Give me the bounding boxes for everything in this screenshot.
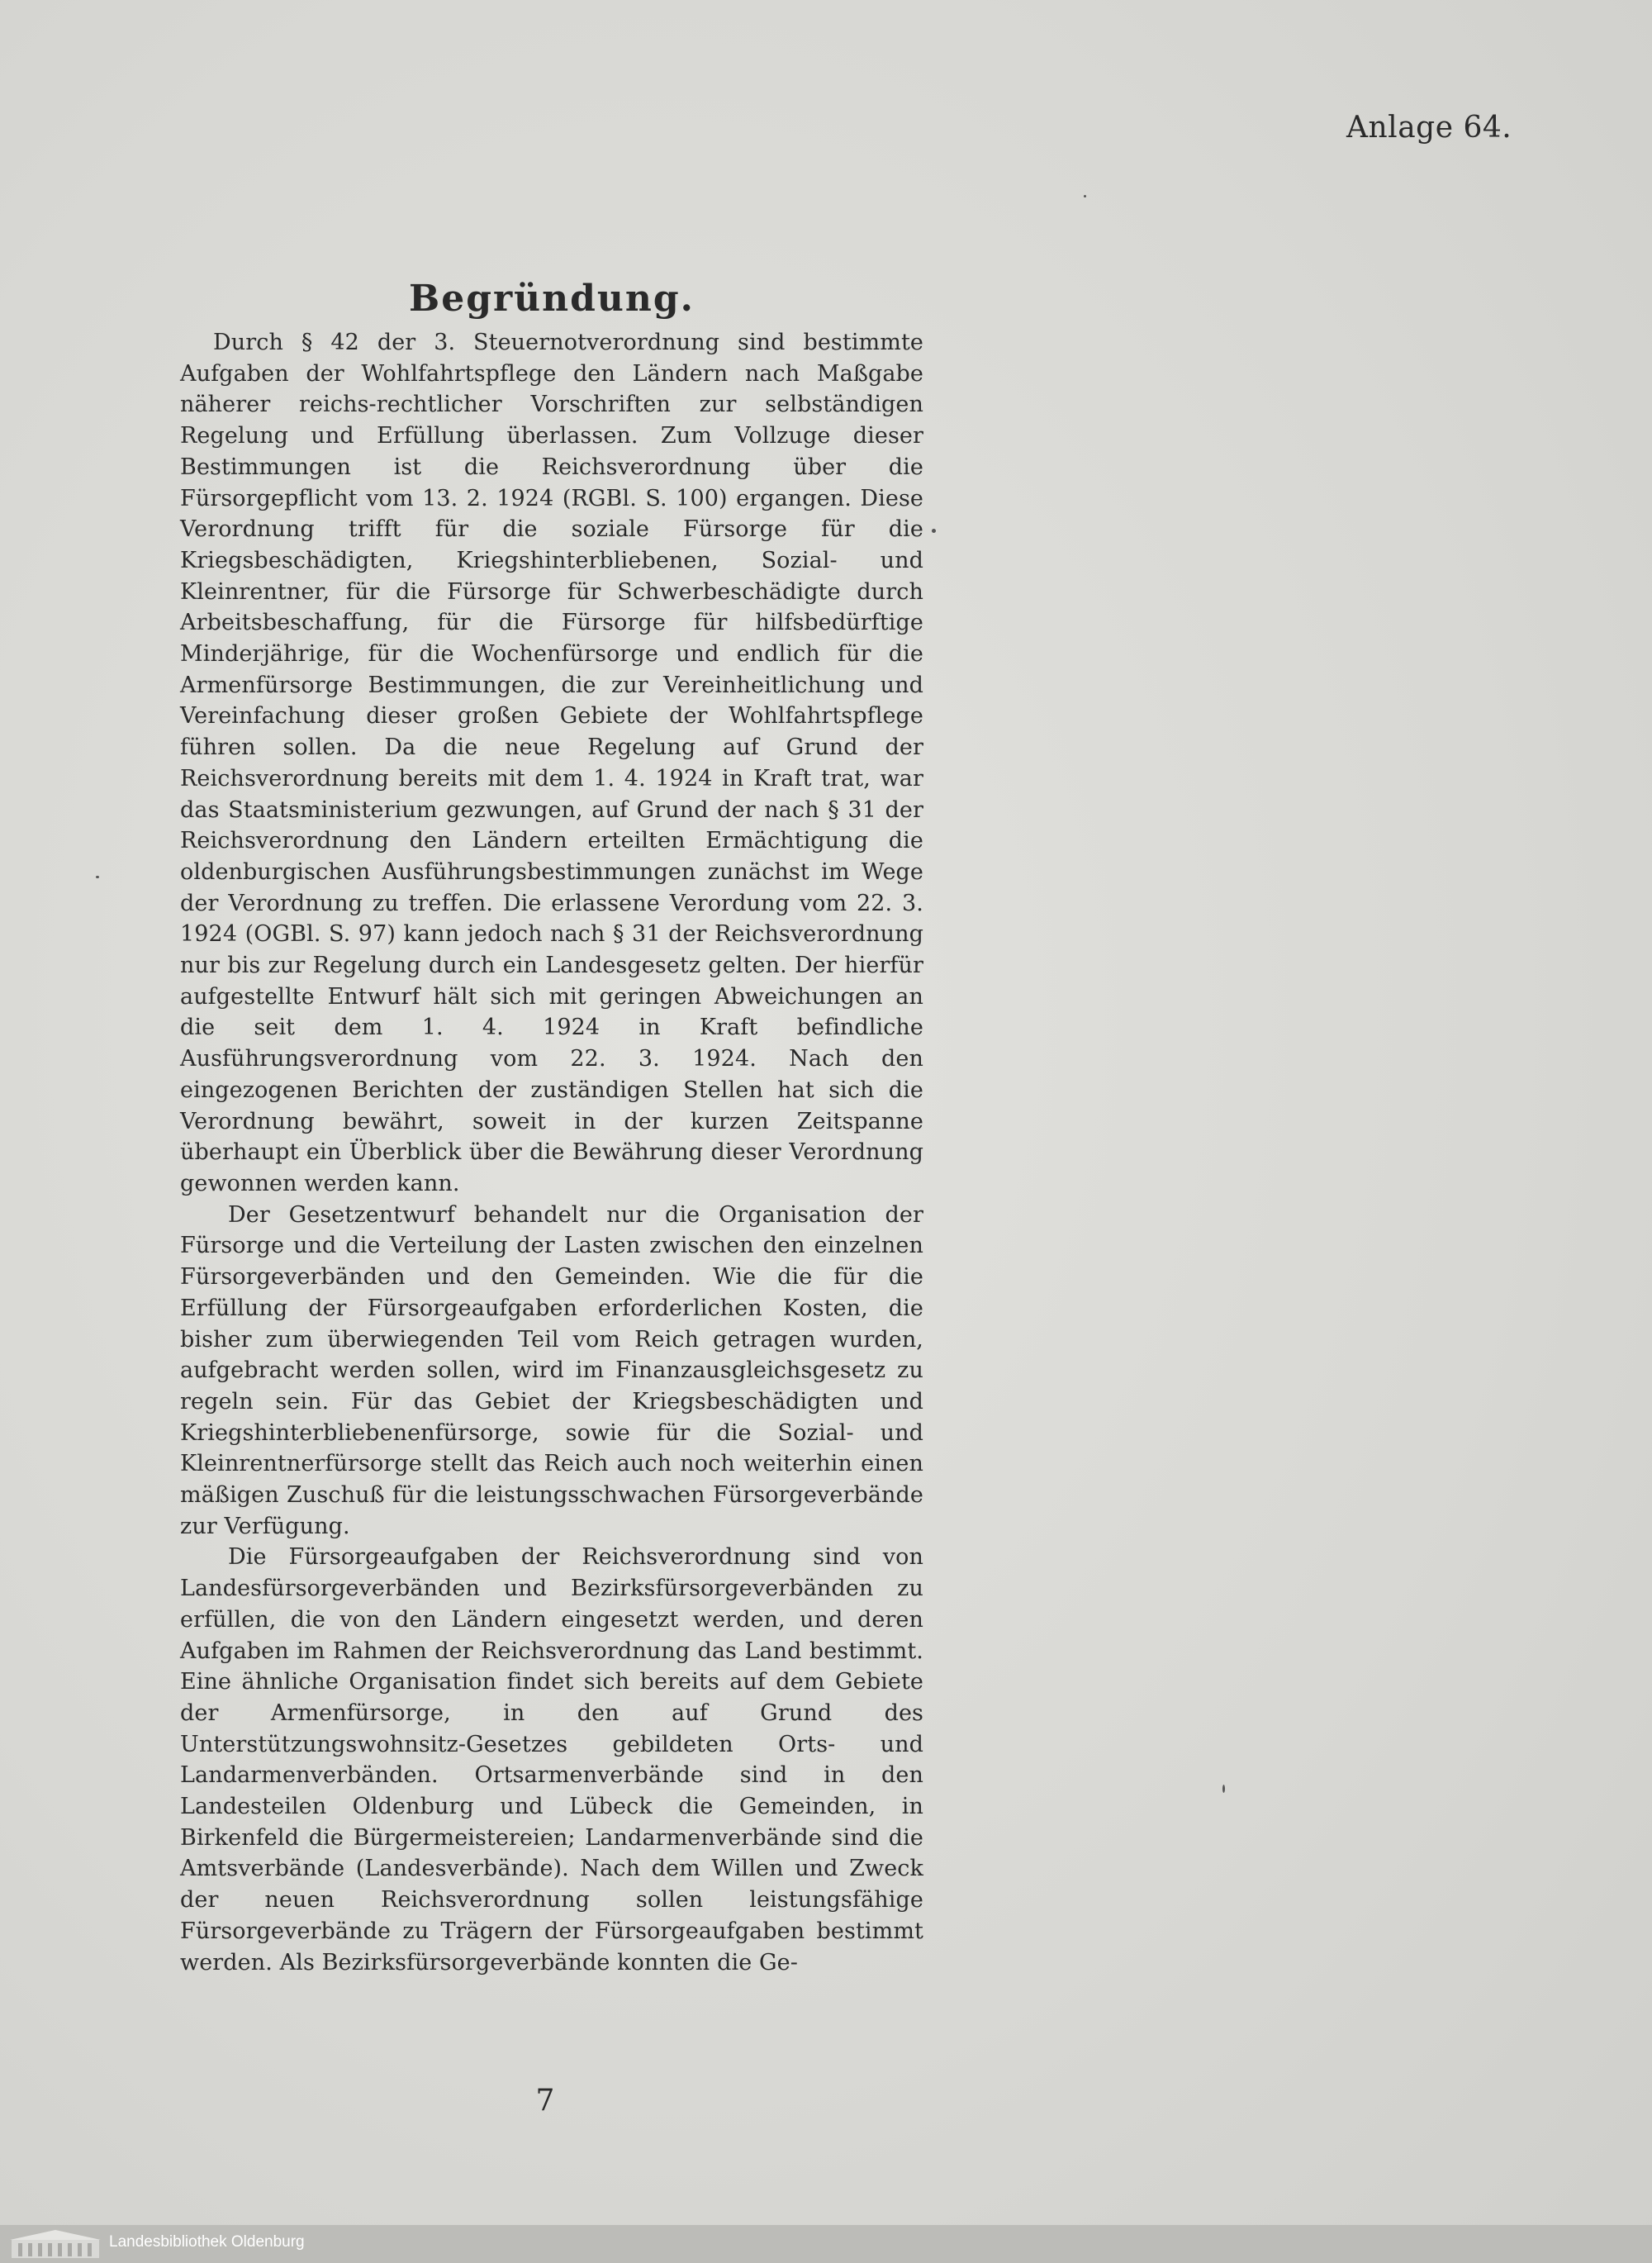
paper-speck <box>1222 1785 1225 1793</box>
paragraph-1: Durch § 42 der 3. Steuernotverordnung sind bestimmte Aufgaben der Wohlfahrtspflege den Ländern nach Maßgabe näherer reichs-rechtlicher Vorschriften zur selbständigen Regelung und Erfüllung überlassen. Zum Vollzuge dieser Bestimmungen ist die Reichsverordnung über die Fürsorgepflicht vom 13. 2. 1924 (RGBl. S. 100) ergangen. Diese Verordnung trifft für die soziale Fürsorge für die Kriegsbeschädigten, Kriegshinterbliebenen, Sozial- und Kleinrentner, für die Fürsorge für Schwerbeschädigte durch Arbeitsbeschaffung, für die Fürsorge für hilfsbedürftige Minderjährige, für die Wochenfürsorge und endlich für die Armenfürsorge Bestimmungen, die zur Vereinheitlichung und Vereinfachung dieser großen Gebiete der Wohlfahrtspflege führen sollen. Da die neue Regelung auf Grund der Reichsverordnung bereits mit dem 1. 4. 1924 in Kraft trat, war das Staatsministerium gezwungen, auf Grund der nach § 31 der Reichsverordnung den Ländern erteilten Ermächtigung die oldenburgischen Ausführungsbestimmungen zunächst im Wege der Verordnung zu treffen. Die erlassene Verordung vom 22. 3. 1924 (OGBl. S. 97) kann jedoch nach § 31 der Reichsverordnung nur bis zur Regelung durch ein Landesgesetz gelten. Der hierfür aufgestellte Entwurf hält sich mit geringen Abweichungen an die seit dem 1. 4. 1924 in Kraft befindliche Ausführungsverordnung vom 22. 3. 1924. Nach den eingezogenen Berichten der zuständigen Stellen hat sich die Verordnung bewährt, soweit in der kurzen Zeitspanne überhaupt ein Überblick über die Bewährung dieser Verordnung gewonnen werden kann. <box>180 330 923 1196</box>
paragraph-3: Die Fürsorgeaufgaben der Reichsverordnung sind von Landesfürsorgeverbänden und Bezirksfürsorgeverbänden zu erfüllen, die von den Ländern eingesetzt werden, und deren Aufgaben im Rahmen der Reichsverordnung das Land bestimmt. Eine ähnliche Organisation findet sich bereits auf dem Gebiete der Armenfürsorge, in den auf Grund des Unterstützungswohnsitz-Gesetzes gebildeten Orts- und Landarmenverbänden. Ortsarmenverbände sind in den Landesteilen Oldenburg und Lübeck die Gemeinden, in Birkenfeld die Bürgermeistereien; Landarmenverbände sind die Amtsverbände (Landesverbände). Nach dem Willen und Zweck der neuen Reichsverordnung sollen leistungsfähige Fürsorgeverbände zu Trägern der Fürsorgeaufgaben bestimmt werden. Als Bezirksfürsorgeverbände konnten die Ge- <box>180 1544 923 1975</box>
page-heading: Begründung. <box>409 278 695 320</box>
annex-label: Anlage 64. <box>1346 111 1512 145</box>
body-text <box>180 327 923 1978</box>
paper-speck <box>932 529 936 533</box>
page-number: 7 <box>535 2084 555 2118</box>
paper-speck <box>96 876 99 878</box>
paper-speck <box>1084 195 1086 197</box>
library-name: Landesbibliothek Oldenburg <box>109 2233 305 2251</box>
library-building-icon <box>10 2228 101 2260</box>
paragraph-2: Der Gesetzentwurf behandelt nur die Organisation der Fürsorge und die Verteilung der Lasten zwischen den einzelnen Fürsorgeverbänden und den Gemeinden. Wie die für die Erfüllung der Fürsorgeaufgaben erforderlichen Kosten, die bisher zum überwiegenden Teil vom Reich getragen wurden, aufgebracht werden sollen, wird im Finanzausgleichsgesetz zu regeln sein. Für das Gebiet der Kriegsbeschädigten und Kriegshinterbliebenenfürsorge, sowie für die Sozial- und Kleinrentnerfürsorge stellt das Reich auch noch weiterhin einen mäßigen Zuschuß für die leistungsschwachen Fürsorgeverbände zur Verfügung. <box>180 1201 923 1539</box>
